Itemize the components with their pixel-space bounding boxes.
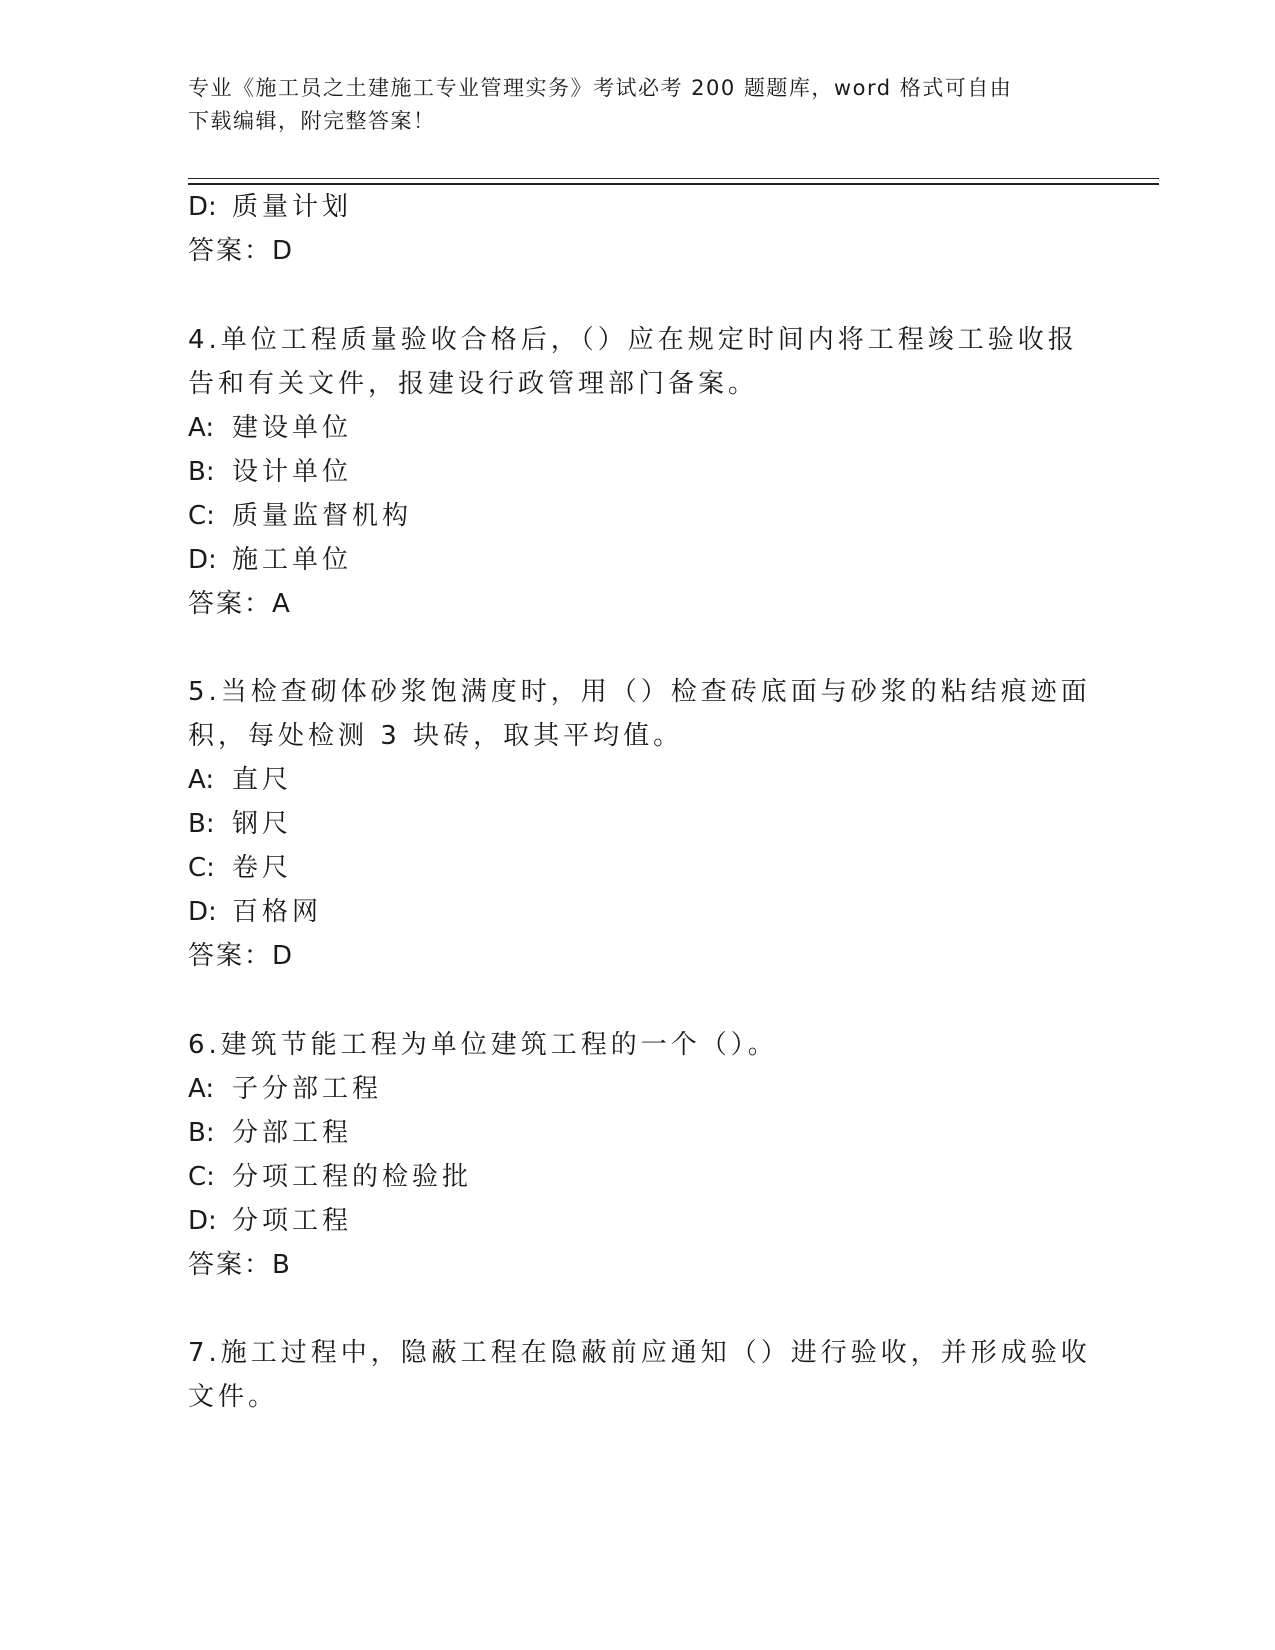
option-prefix: D: xyxy=(188,192,217,222)
option-b xyxy=(188,449,352,495)
option-prefix: C: xyxy=(188,853,215,883)
question-7-line-1: 7.施工过程中，隐蔽工程在隐蔽前应通知（）进行验收，并形成验收 xyxy=(188,1338,1091,1368)
option-prefix: C: xyxy=(188,501,215,531)
option-b xyxy=(188,801,292,847)
option-b xyxy=(188,1110,352,1156)
option-prefix: D: xyxy=(188,545,217,575)
option-prefix: C: xyxy=(188,1162,215,1192)
header-divider-top xyxy=(188,178,1159,179)
question-5-line-2: 积，每处检测 3 块砖，取其平均值。 xyxy=(188,721,684,751)
option-text: 钢尺 xyxy=(232,809,293,839)
option-prefix: A: xyxy=(188,765,215,795)
answer-line: 答案：D xyxy=(188,941,295,971)
option-prefix: D: xyxy=(188,897,217,927)
option-text: 百格网 xyxy=(232,897,323,927)
option-text: 施工单位 xyxy=(232,545,353,575)
option-text: 直尺 xyxy=(232,765,293,795)
option-prefix: B: xyxy=(188,457,215,487)
header-line-2: 下载编辑，附完整答案！ xyxy=(188,109,436,133)
option-text: 分项工程的检验批 xyxy=(232,1162,473,1192)
option-c xyxy=(188,845,292,891)
answer-line: 答案：D xyxy=(188,236,295,266)
answer-line: 答案：A xyxy=(188,589,292,619)
option-text: 子分部工程 xyxy=(232,1074,383,1104)
document-header xyxy=(188,72,1088,138)
option-text: 建设单位 xyxy=(232,413,353,443)
option-a xyxy=(188,757,292,803)
option-prefix: A: xyxy=(188,413,215,443)
option-a xyxy=(188,1066,382,1112)
question-4-line-1: 4.单位工程质量验收合格后，（）应在规定时间内将工程竣工验收报 xyxy=(188,325,1078,355)
option-d xyxy=(188,537,352,583)
option-c xyxy=(188,1154,472,1200)
option-text: 分项工程 xyxy=(232,1206,353,1236)
option-prefix: A: xyxy=(188,1074,215,1104)
option-text: 卷尺 xyxy=(232,853,293,883)
option-prefix: B: xyxy=(188,809,215,839)
option-text: 质量计划 xyxy=(232,192,353,222)
option-text: 分部工程 xyxy=(232,1118,353,1148)
option-a xyxy=(188,405,352,451)
option-c xyxy=(188,493,412,539)
option-d xyxy=(188,184,352,230)
question-6-line-1: 6.建筑节能工程为单位建筑工程的一个（）。 xyxy=(188,1030,778,1060)
option-d xyxy=(188,1198,352,1244)
question-7-line-2: 文件。 xyxy=(188,1382,279,1412)
option-d xyxy=(188,889,322,935)
question-4-line-2: 告和有关文件，报建设行政管理部门备案。 xyxy=(188,369,759,399)
header-line-1: 专业《施工员之土建施工专业管理实务》考试必考 200 题题库，word 格式可自由 xyxy=(188,76,1013,100)
question-5-line-1: 5.当检查砌体砂浆饱满度时，用（）检查砖底面与砂浆的粘结痕迹面 xyxy=(188,677,1091,707)
option-text: 质量监督机构 xyxy=(232,501,413,531)
option-prefix: B: xyxy=(188,1118,215,1148)
option-text: 设计单位 xyxy=(232,457,353,487)
answer-line: 答案：B xyxy=(188,1250,292,1280)
option-prefix: D: xyxy=(188,1206,217,1236)
